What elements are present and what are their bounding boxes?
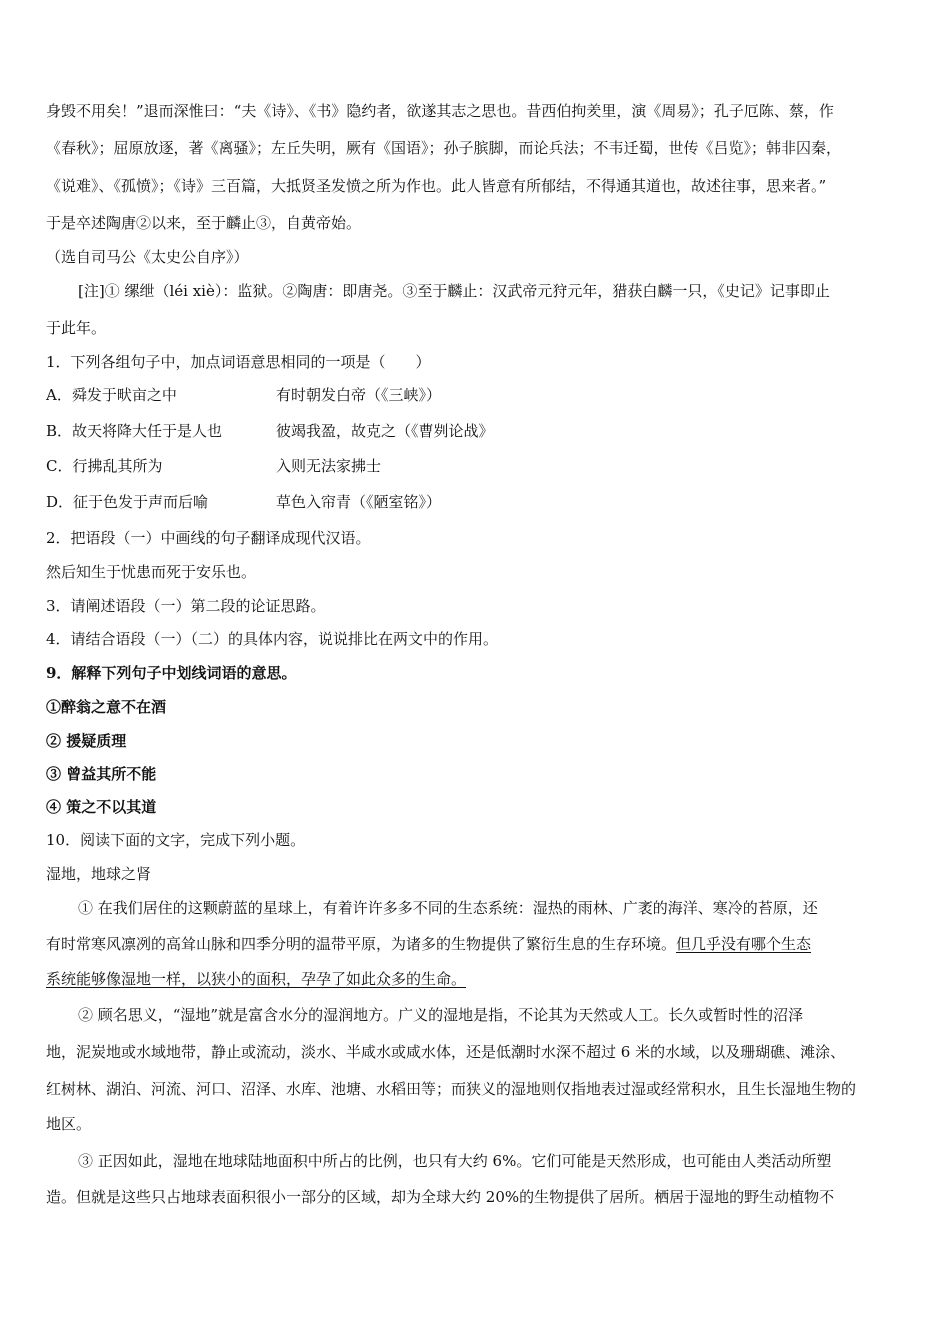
- article-paragraph-2-line: 红树林、湖泊、河流、河口、沼泽、水库、池塘、水稻田等；而狭义的湿地则仅指地表过湿或经常积水，且生长湿地生物的: [46, 1080, 857, 1098]
- question-2-stem: 2．把语段（一）中画线的句子翻译成现代汉语。: [46, 529, 371, 547]
- question-1-option-b-right: 彼竭我盈，故克之（《曹刿论战》: [276, 422, 494, 440]
- question-1-option-b-left: B．故天将降大任于是人也: [46, 422, 223, 440]
- plain-text: 有时常寒风凛冽的高耸山脉和四季分明的温带平原，为诸多的生物提供了繁衍生息的生存环境。: [46, 935, 677, 953]
- article-paragraph-1: ① 在我们居住的这颗蔚蓝的星球上，有着许许多多不同的生态系统：湿热的雨林、广袤的海洋、寒冷的苔原，还: [78, 899, 818, 917]
- article-paragraph-1-line: [46, 969, 908, 989]
- question-3-stem: 3．请阐述语段（一）第二段的论证思路。: [46, 597, 326, 615]
- question-1-option-d-left: D．征于色发于声而后喻: [46, 493, 209, 511]
- underlined-sentence: 但几乎没有哪个生态: [676, 935, 812, 953]
- article-paragraph-3-line: 造。但就是这些只占地球表面积很小一部分的区域，却为全球大约 20%的生物提供了居所。栖居于湿地的野生动植物不: [46, 1188, 835, 1206]
- article-title: 湿地，地球之肾: [46, 865, 152, 883]
- annotation-note: 于此年。: [46, 319, 107, 337]
- question-9-item: ①醉翁之意不在酒: [46, 698, 167, 716]
- article-paragraph-2: ② 顾名思义，“湿地”就是富含水分的湿润地方。广义的湿地是指，不论其为天然或人工。长久或暂时性的沼泽: [78, 1006, 804, 1024]
- question-10-stem: 10．阅读下面的文字，完成下列小题。: [46, 831, 306, 849]
- passage-line: 《春秋》；屈原放逐，著《离骚》；左丘失明，厥有《国语》；孙子膑脚，而论兵法；不韦迁蜀，世传《吕览》；韩非囚秦，: [46, 139, 842, 157]
- annotation-note: [注]① 缧绁（léi xiè）：监狱。②陶唐：即唐尧。③至于麟止：汉武帝元狩元年，猎获白麟一只，《史记》记事即止: [78, 282, 830, 300]
- question-9-item: ③ 曾益其所不能: [46, 765, 157, 783]
- passage-line: 于是卒述陶唐②以来，至于麟止③，自黄帝始。: [46, 214, 362, 232]
- article-paragraph-3: ③ 正因如此，湿地在地球陆地面积中所占的比例，也只有大约 6%。它们可能是天然形成，也可能由人类活动所塑: [78, 1152, 832, 1170]
- passage-source: （选自司马公《太史公自序》）: [46, 248, 249, 266]
- question-1-option-c-left: C．行拂乱其所为: [46, 457, 163, 475]
- article-paragraph-1-line: [46, 934, 908, 954]
- question-4-stem: 4．请结合语段（一）（二）的具体内容，说说排比在两文中的作用。: [46, 630, 499, 648]
- passage-line: 《说难》、《孤愤》；《诗》三百篇，大抵贤圣发愤之所为作也。此人皆意有所郁结，不得通其道也，故述往事，思来者。”: [46, 177, 827, 195]
- question-1-option-a-right: 有时朝发白帝（《三峡》）: [276, 386, 442, 404]
- question-9-item: ④ 策之不以其道: [46, 798, 157, 816]
- article-paragraph-2-line: 地区。: [46, 1115, 92, 1133]
- question-2-sentence: 然后知生于忧患而死于安乐也。: [46, 563, 257, 581]
- question-1-option-a-left: A．舜发于畎亩之中: [46, 386, 177, 404]
- question-9-stem: 9．解释下列句子中划线词语的意思。: [46, 664, 297, 682]
- question-1-stem: 1．下列各组句子中，加点词语意思相同的一项是（ ）: [46, 353, 431, 371]
- passage-line: 身毁不用矣！”退而深惟曰：“夫《诗》、《书》隐约者，欲遂其志之思也。昔西伯拘羑里，演《周易》；孔子厄陈、蔡，作: [46, 102, 834, 120]
- question-1-option-c-right: 入则无法家拂士: [276, 457, 382, 475]
- underlined-sentence: 系统能够像湿地一样，以狭小的面积，孕孕了如此众多的生命。: [46, 970, 467, 988]
- question-9-item: ② 援疑质理: [46, 732, 127, 750]
- article-paragraph-2-line: 地，泥炭地或水域地带，静止或流动，淡水、半咸水或咸水体，还是低潮时水深不超过 6 米的水域，以及珊瑚礁、滩涂、: [46, 1043, 846, 1061]
- question-1-option-d-right: 草色入帘青（《陋室铭》）: [276, 493, 442, 511]
